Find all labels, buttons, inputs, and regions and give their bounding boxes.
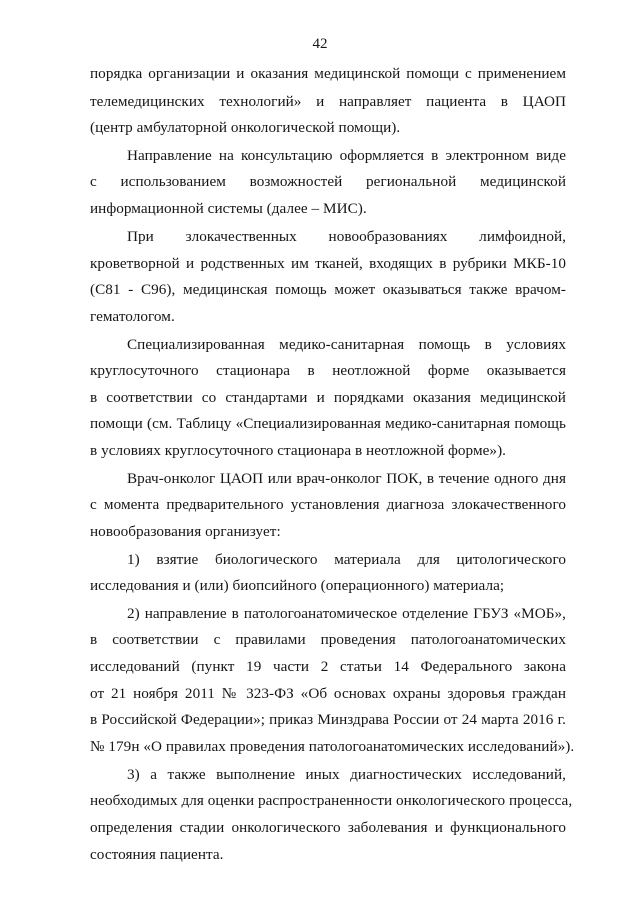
text-line: исследований (пункт 19 части 2 статьи 14 Федерального закона — [90, 658, 566, 675]
text-line: информационной системы (далее – МИС). — [90, 200, 367, 217]
text-line: в условиях круглосуточного стационара в неотложной форме»). — [90, 442, 507, 459]
text-line: в соответствии с правилами проведения патологоанатомических — [90, 631, 566, 648]
text-line: Направление на консультацию оформляется в электронном виде — [127, 147, 566, 164]
text-line: Специализированная медико-санитарная помощь в условиях — [127, 336, 566, 353]
text-line: Врач-онколог ЦАОП или врач-онколог ПОК, в течение одного дня — [127, 470, 566, 487]
text-line: с использованием возможностей региональной медицинской — [90, 173, 566, 190]
text-line: № 179н «О правилах проведения патологоанатомических исследований»). — [90, 738, 575, 755]
text-line: с момента предварительного установления диагноза злокачественного — [90, 496, 566, 513]
text-line: в Российской Федерации»; приказ Минздрава России от 24 марта 2016 г. — [90, 711, 566, 728]
text-line: телемедицинских технологий» и направляет пациента в ЦАОП — [90, 93, 566, 110]
text-line: исследования и (или) биопсийного (операционного) материала; — [90, 577, 505, 594]
text-line: (С81 - С96), медицинская помощь может оказываться также врачом- — [90, 281, 566, 298]
text-line: 3) а также выполнение иных диагностических исследований, — [127, 766, 566, 783]
text-line: 2) направление в патологоанатомическое отделение ГБУЗ «МОБ», — [127, 605, 566, 622]
text-line: от 21 ноября 2011 № 323-ФЗ «Об основах охраны здоровья граждан — [90, 685, 566, 702]
page-number: 42 — [312, 36, 328, 52]
text-line: кроветворной и родственных им тканей, входящих в рубрики МКБ-10 — [90, 255, 566, 272]
text-line: необходимых для оценки распространенности онкологического процесса, — [90, 792, 573, 809]
text-line: При злокачественных новообразованиях лимфоидной, — [127, 228, 566, 245]
text-line: состояния пациента. — [90, 846, 224, 863]
text-line: новообразования организует: — [90, 523, 281, 540]
text-line: помощи (см. Таблицу «Специализированная медико-санитарная помощь — [90, 415, 566, 432]
text-line: гематологом. — [90, 308, 175, 325]
text-line: в соответствии со стандартами и порядками оказания медицинской — [90, 389, 566, 406]
text-line: (центр амбулаторной онкологической помощи). — [90, 119, 401, 136]
text-line: 1) взятие биологического материала для цитологического — [127, 551, 566, 568]
text-line: определения стадии онкологического заболевания и функционального — [90, 819, 566, 836]
text-line: порядка организации и оказания медицинской помощи с применением — [90, 65, 566, 82]
text-line: круглосуточного стационара в неотложной форме оказывается — [90, 362, 566, 379]
